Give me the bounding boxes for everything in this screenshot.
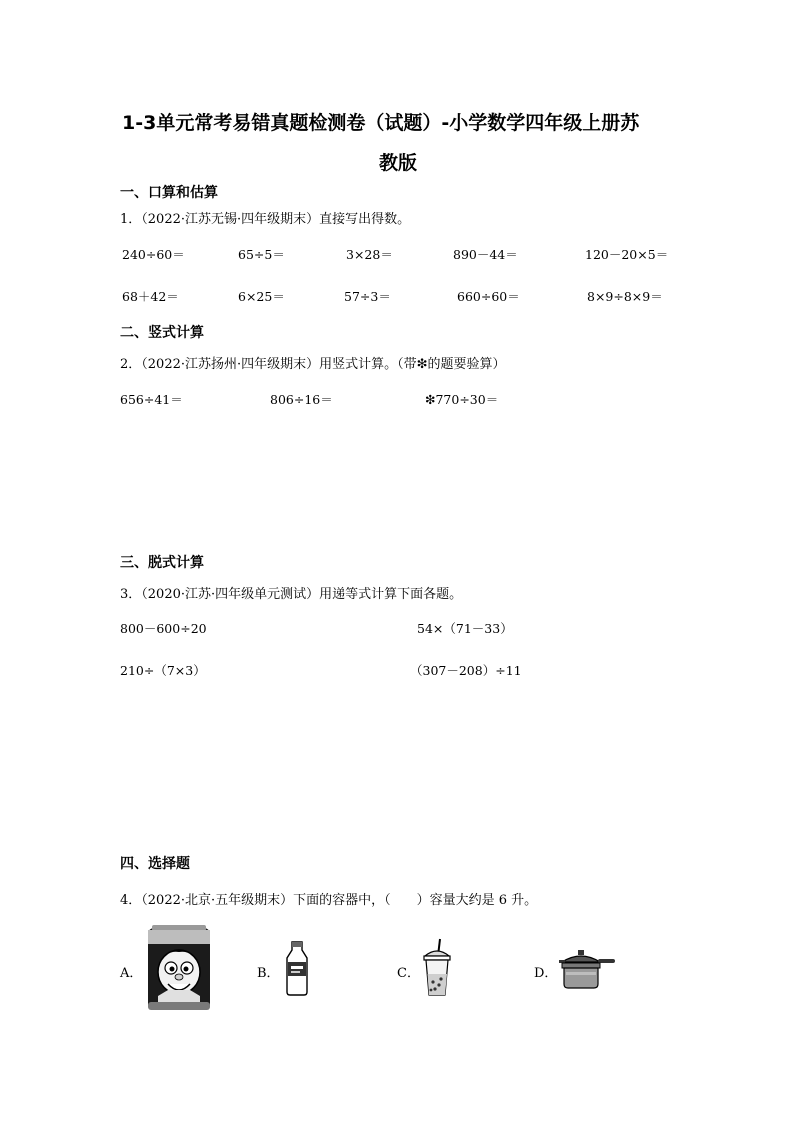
question-4-prompt: 4．（2022·北京·五年级期末）下面的容器中，（ ）容量大约是 6 升。 [120,893,538,908]
q2-item: 656÷41＝ [120,392,183,407]
bubble-tea-cup-icon [421,938,453,998]
q1-item: 57÷3＝ [344,289,391,304]
drink-can-icon [146,924,212,1012]
question-1-prompt: 1．（2022·江苏无锡·四年级期末）直接写出得数。 [120,212,411,227]
section-heading-choice: 四、选择题 [120,856,190,872]
page-title-line1: 1-3单元常考易错真题检测卷（试题）-小学数学四年级上册苏 [122,112,640,134]
option-a-label: A． [120,966,143,981]
q1-item: 120－20×5＝ [585,247,669,262]
option-d-label: D． [534,966,558,981]
milk-bottle-icon [284,940,310,996]
q3-item: （307－208）÷11 [410,663,522,678]
option-c-label: C． [397,966,420,981]
q1-item: 890－44＝ [453,247,518,262]
q3-item: 54×（71－33） [417,621,513,636]
pressure-cooker-icon [558,948,616,990]
q2-item: 806÷16＝ [270,392,333,407]
q2-item: ❇770÷30＝ [425,392,499,407]
option-b-label: B． [257,966,280,981]
q1-item: 3×28＝ [346,247,393,262]
q1-item: 660÷60＝ [457,289,520,304]
q1-item: 68＋42＝ [122,289,179,304]
page-title-line2: 教版 [379,152,418,174]
q1-item: 240÷60＝ [122,247,185,262]
q1-item: 8×9÷8×9＝ [587,289,663,304]
question-3-prompt: 3．（2020·江苏·四年级单元测试）用递等式计算下面各题。 [120,587,463,602]
q1-item: 65÷5＝ [238,247,285,262]
q3-item: 210÷（7×3） [120,663,206,678]
q1-item: 6×25＝ [238,289,285,304]
q3-item: 800－600÷20 [120,621,207,636]
section-heading-vertical: 二、竖式计算 [120,325,204,341]
question-2-prompt: 2．（2022·江苏扬州·四年级期末）用竖式计算。（带❇的题要验算） [120,357,506,372]
section-heading-stepwise: 三、脱式计算 [120,555,204,571]
section-heading-oral: 一、口算和估算 [120,185,218,201]
